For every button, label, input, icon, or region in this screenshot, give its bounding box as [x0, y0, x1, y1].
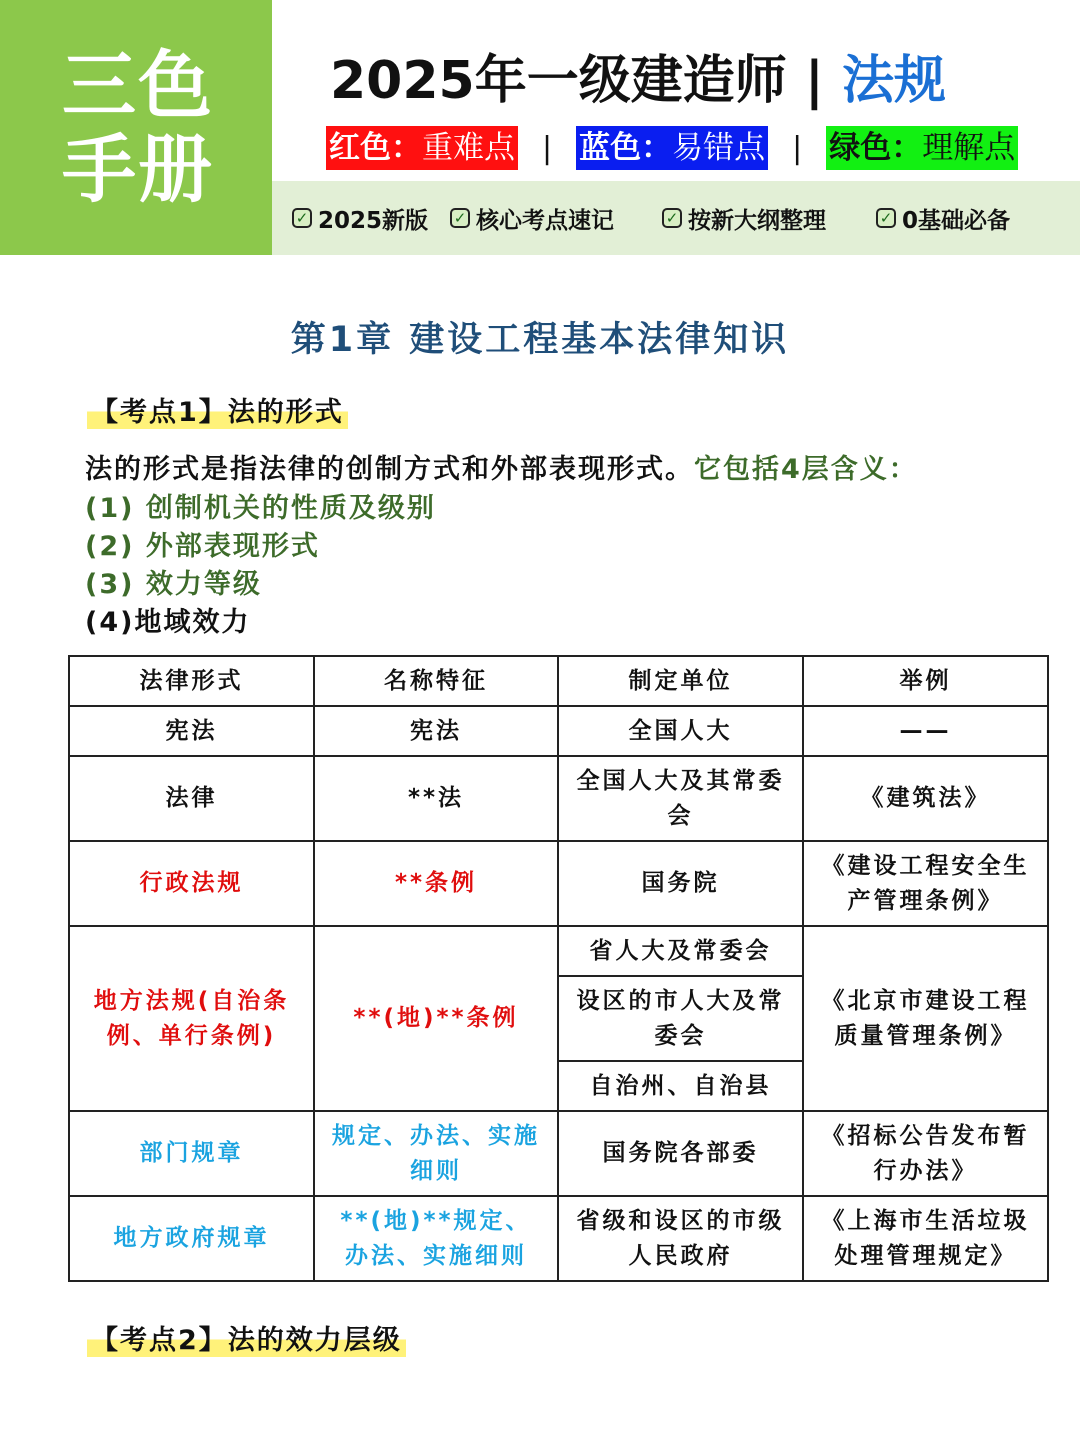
key-point-heading: 【考点1】法的形式 — [87, 390, 348, 429]
cell-form: 地方政府规章 — [69, 1196, 314, 1281]
feature-item — [292, 202, 428, 235]
table-row — [69, 1111, 1048, 1196]
checkbox-icon: ✓ — [292, 208, 312, 228]
cell-maker: 省人大及常委会 — [558, 926, 803, 976]
legend-red-value: 重难点 — [422, 130, 515, 166]
cell-example: 《招标公告发布暂行办法》 — [803, 1111, 1048, 1196]
feature-banner — [272, 181, 1080, 255]
cell-form: 地方法规(自治条例、单行条例) — [69, 926, 314, 1111]
cell-name: 宪法 — [314, 706, 558, 756]
feature-item — [450, 202, 614, 235]
legend-blue-key: 蓝色： — [579, 130, 673, 166]
cell-name: **(地)**条例 — [314, 926, 558, 1111]
feature-label: 0基础必备 — [902, 207, 1011, 234]
feature-item — [662, 202, 826, 235]
page-title — [330, 38, 946, 113]
title-main: 2025年一级建造师 | — [330, 51, 842, 111]
cell-maker: 自治州、自治县 — [558, 1061, 803, 1111]
title-accent: 法规 — [841, 51, 946, 111]
intro-main: 法的形式是指法律的创制方式和外部表现形式。 — [85, 454, 694, 485]
cell-maker: 国务院各部委 — [558, 1111, 803, 1196]
cell-maker: 省级和设区的市级人民政府 — [558, 1196, 803, 1281]
table-row — [69, 706, 1048, 756]
checkbox-icon: ✓ — [662, 208, 682, 228]
cell-example: 《建筑法》 — [803, 756, 1048, 841]
feature-label: 按新大纲整理 — [688, 207, 826, 234]
badge-line-2: 手册 — [62, 126, 214, 213]
cell-example: —— — [803, 706, 1048, 756]
cell-name: 规定、办法、实施细则 — [314, 1111, 558, 1196]
legend-green — [826, 126, 1018, 170]
table-row — [69, 841, 1048, 926]
feature-label: 核心考点速记 — [476, 207, 614, 234]
legend-blue — [576, 126, 768, 170]
legend-green-value: 理解点 — [922, 130, 1016, 166]
cell-maker: 全国人大及其常委会 — [558, 756, 803, 841]
cell-name: **条例 — [314, 841, 558, 926]
intro-paragraph — [85, 447, 918, 486]
cell-example: 《北京市建设工程质量管理条例》 — [803, 926, 1048, 1111]
key-point-heading: 【考点2】法的效力层级 — [87, 1318, 406, 1357]
meaning-item: (4)地域效力 — [85, 607, 251, 638]
brand-badge — [0, 0, 272, 255]
cell-maker: 全国人大 — [558, 706, 803, 756]
law-forms-table — [68, 655, 1049, 1282]
checkbox-icon: ✓ — [450, 208, 470, 228]
column-header: 举例 — [803, 656, 1048, 706]
cell-example: 《建设工程安全生产管理条例》 — [803, 841, 1048, 926]
meaning-item: (2) 外部表现形式 — [85, 531, 320, 562]
table-row — [69, 926, 1048, 976]
cell-form: 宪法 — [69, 706, 314, 756]
table-row — [69, 756, 1048, 841]
legend-red — [326, 126, 518, 170]
column-header: 制定单位 — [558, 656, 803, 706]
legend-green-key: 绿色： — [829, 130, 923, 166]
feature-item — [876, 202, 1010, 235]
cell-form: 行政法规 — [69, 841, 314, 926]
feature-label: 2025新版 — [318, 207, 429, 234]
meaning-item: (3) 效力等级 — [85, 569, 262, 600]
legend-separator: | — [542, 130, 553, 166]
table-row — [69, 1196, 1048, 1281]
column-header: 名称特征 — [314, 656, 558, 706]
column-header: 法律形式 — [69, 656, 314, 706]
cell-name: **(地)**规定、办法、实施细则 — [314, 1196, 558, 1281]
cell-form: 法律 — [69, 756, 314, 841]
checkbox-icon: ✓ — [876, 208, 896, 228]
cell-maker: 设区的市人大及常委会 — [558, 976, 803, 1061]
cell-form: 部门规章 — [69, 1111, 314, 1196]
badge-line-1: 三色 — [62, 42, 214, 129]
legend-separator: | — [792, 130, 803, 166]
intro-green: 它包括4层含义： — [694, 454, 918, 485]
color-legend — [326, 126, 1018, 170]
chapter-title: 第1章 建设工程基本法律知识 — [290, 320, 790, 360]
cell-maker: 国务院 — [558, 841, 803, 926]
legend-blue-value: 易错点 — [672, 130, 766, 166]
legend-red-key: 红色： — [329, 130, 422, 166]
cell-example: 《上海市生活垃圾处理管理规定》 — [803, 1196, 1048, 1281]
cell-name: **法 — [314, 756, 558, 841]
table-header-row — [69, 656, 1048, 706]
meaning-item: (1) 创制机关的性质及级别 — [85, 493, 436, 524]
